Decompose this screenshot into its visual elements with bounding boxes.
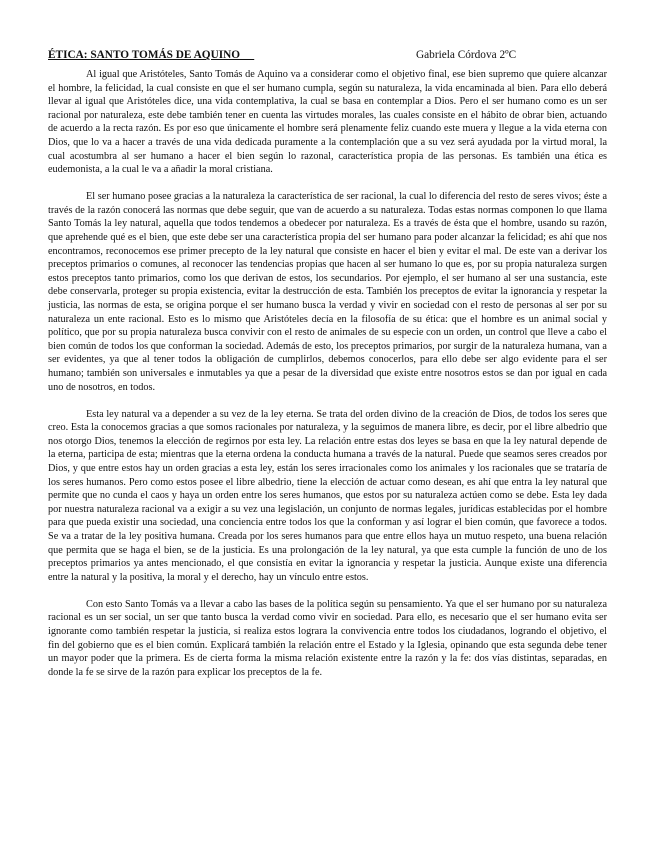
- document-header: [48, 47, 607, 63]
- document-title: ÉTICA: SANTO TOMÁS DE AQUINO: [48, 49, 255, 61]
- paragraph-3: Esta ley natural va a depender a su vez de la ley eterna. Se trata del orden divino de la creación de Dios, de todos los seres que creo. Esta la conocemos gracias a que somos racionales por naturaleza, y la seguimos de manera libre, es decir, por el libre albedrio que nos otorgo Dios, tenemos la elección de regirnos por esta ley. La relación entre estas dos leyes se basa en que la ley natural depende de la eterna, participa de esta; mientras que la eterna ordena la conducta humana a través de la natural. Puede que seamos seres creados por Dios, y que entre estos hay un orden gracias a esta ley, están los seres irracionales como los animales y los racionales que se trataría de los seres humanos. Pero como estos posee el libre albedrio, tiene la elección de actuar como desean, es ahí que entra la ley natural que permite que no cunda el caos y haya un orden entre los seres humanos, que estos por su naturaleza actúen como se debe. Esta ley dada por nuestra naturaleza racional va a exigir a su vez una legislación, un conjunto de normas legales, jurídicas establecidas por el hombre para que pueda existir una sociedad, una conciencia entre todos los que la conforman y así lograr el bien común, que favorece a todos. Se va a tratar de la ley positiva humana. Creada por los seres humanos para que entre ellos haya un mutuo respeto, una buena relación que permita que se haga el bien, se de la justicia. Es una prolongación de la ley natural, ya que esta cumple la función de uno de los preceptos primarios ya antes mencionado, el que consistía en evitar la ignorancia y respetar la justicia. Aunque existe una diferencia entre la natural y la positiva, la moral y el derecho, hay un vínculo entre estos.: [48, 408, 607, 583]
- document-body: [48, 68, 607, 679]
- paragraph-2: El ser humano posee gracias a la naturaleza la característica de ser racional, la cual lo diferencia del resto de seres vivos; éste a través de la razón conocerá las normas que debe seguir, que van de acuerdo a su naturaleza. Todas estas normas componen lo que llama Santo Tomás la ley natural, aquella que todos tendemos a obedecer por naturaleza. Es a través de ésta que el hombre, usando su razón, que aprehende qué es el bien, que este debe ser una característica propia del ser humano para poder alcanzar la felicidad; es ahí que nos encontramos, reconocemos ese primer precepto de la ley natural que consiste en hacer el bien y evitar el mal. De este van a derivar los preceptos primarios o comunes, al reconocer las tendencias propias que hacen al ser humano lo que es, por su propia naturaleza surgen estos preceptos tanto primarios, como los que derivan de estos, los secundarios. Por ejemplo, el ser humano al ser una sustancia, este debe conservarla, proteger su propia existencia, evitar la destrucción de esta. También los preceptos de evitar la ignorancia y respetar la justicia, las normas de esta, se origina porque el ser humano busca la verdad y vivir en sociedad con el resto de personas al ser por su naturaleza un ente racional. Esto es lo mismo que Aristóteles decía en la filosofía de su ética: que el hombre es un animal social y político, que por su propia naturaleza busca convivir con el resto de animales de su especie con un orden, un control que lleve a cabo el bien común de todos los que conforman la sociedad. Además de esto, los preceptos primarios, por surgir de la naturaleza humana, van a ser evidentes, ya que al tener todos la obligación de cumplirlos, debemos conocerlos, para ello debe ser algo evidente para el ser humano; también son universales e inmutables ya que a pesar de la diversidad que existe entre nosotros estos se dan por igual en cada uno de nosotros, en todos.: [48, 191, 607, 393]
- paragraph-4: Con esto Santo Tomás va a llevar a cabo las bases de la política según su pensamiento. Ya que el ser humano por su naturaleza racional es un ser social, un ser que tanto busca la verdad como vivir en sociedad. Para ello, es necesario que el ser humano evita ser ignorante como también respetar la justicia, si realiza estos lograra la convivencia entre todos los ciudadanos, logrando el objetivo, el fin del gobierno que es el bien común. Explicará también la relación entre el Estado y la Iglesia, opinando que esta segunda debe tener un mayor poder que la primera. Es de cierta forma la misma relación existente entre la razón y la fe: dos vías distintas, separadas, en donde la fe se sirve de la razón para explicar los preceptos de la fe.: [48, 598, 607, 678]
- paragraph-1: Al igual que Aristóteles, Santo Tomás de Aquino va a considerar como el objetivo final, ese bien supremo que quiere alcanzar el hombre, la felicidad, la cual consiste en que el ser humano cumpla, según su naturaleza, la vida encaminada al bien. Para ello deberá llevar al igual que Aristóteles dice, una vida contemplativa, la cual se basa en contemplar a Dios. Pero el ser humano como es un ser racional por naturaleza, este debe también tener en cuenta las virtudes morales, las cuales consiste en el hábito de obrar bien, actuando de acuerdo a la recta razón. Es por eso que únicamente el hombre será plenamente feliz cuando este muera y llegue a la vida eterna con Dios, que lo va a hacer a través de una vida dedicada puramente a la contemplación que a su vez será ayudada por la virtud moral, la cual acostumbra al ser humano a hacer el bien según lo razonal, característica propia de las personas. Es también una ética es eudemonista, a la cual le va a añadir la moral cristiana.: [48, 69, 607, 176]
- author-label: Gabriela Córdova 2ºC: [416, 49, 517, 61]
